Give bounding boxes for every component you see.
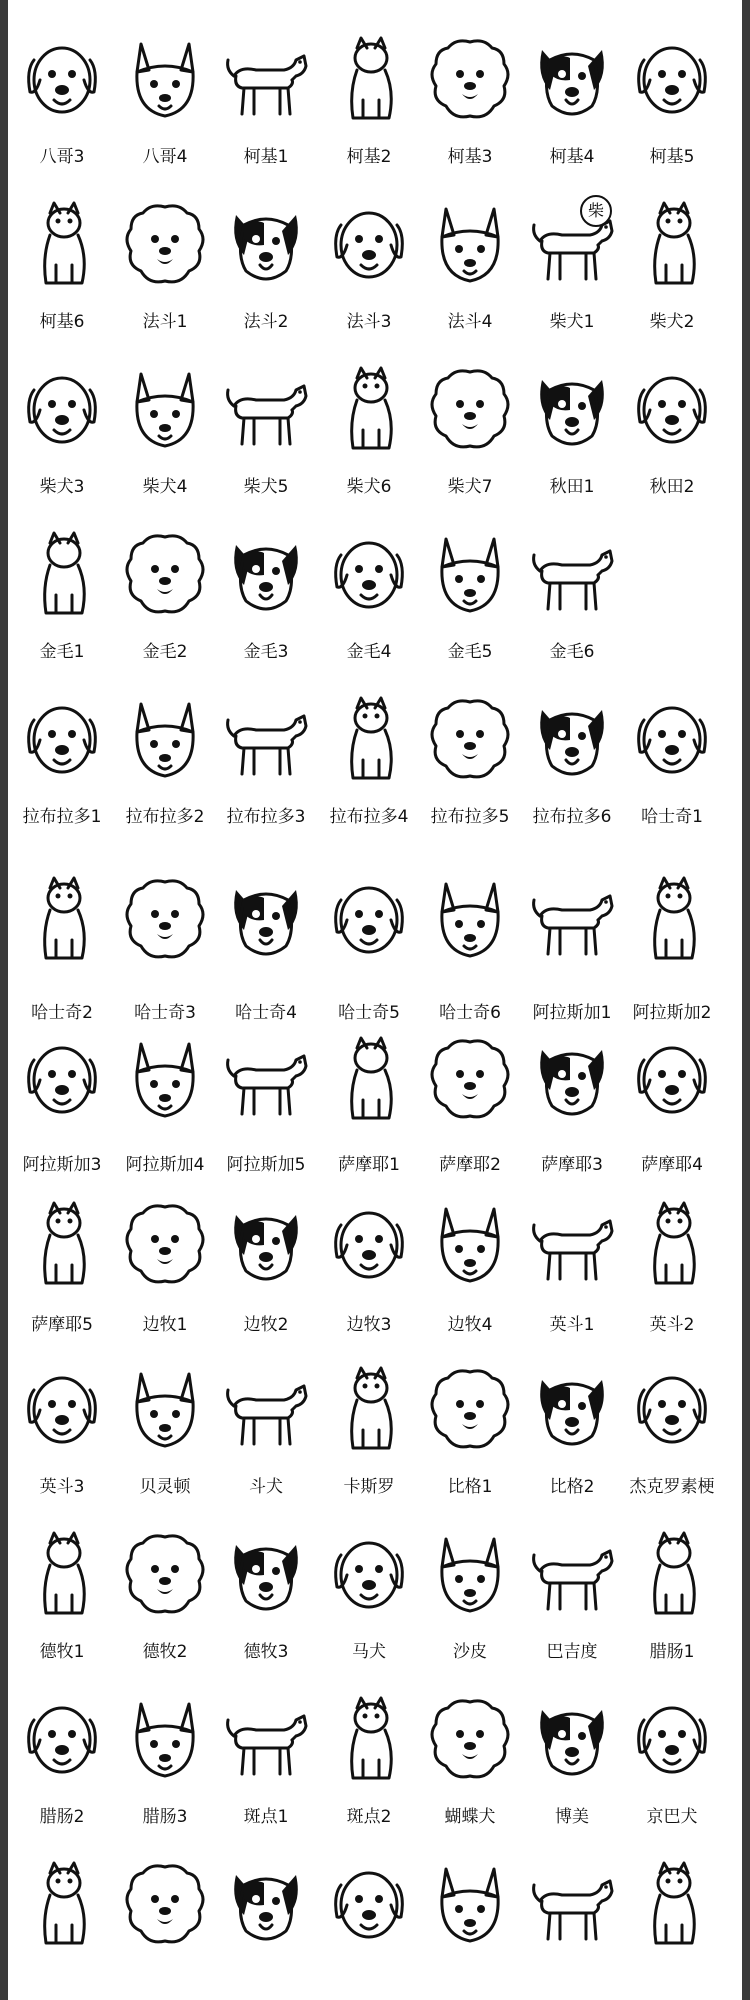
dog-card <box>216 870 316 1023</box>
dog-illustration-icon <box>626 30 718 130</box>
dog-breed-label: 比格1 <box>447 1477 493 1497</box>
dog-illustration-icon <box>626 1195 718 1295</box>
dog-card <box>420 360 520 497</box>
dog-card <box>115 195 215 332</box>
dog-illustration-icon <box>16 525 108 625</box>
dog-breed-label: 八哥3 <box>39 147 85 167</box>
dog-illustration-icon <box>424 1030 516 1130</box>
dog-breed-label: 斑点1 <box>243 1807 289 1827</box>
dog-illustration-icon <box>16 360 108 460</box>
dog-card <box>522 870 622 1023</box>
dog-breed-label: 沙皮 <box>453 1642 487 1662</box>
dog-illustration-icon <box>526 1030 618 1130</box>
dog-card <box>420 195 520 332</box>
dog-illustration-icon <box>16 195 108 295</box>
dog-breed-label: 阿拉斯加3 <box>22 1155 102 1175</box>
dog-breed-label: 贝灵顿 <box>139 1477 191 1497</box>
dog-illustration-icon <box>119 1525 211 1625</box>
dog-card <box>522 360 622 497</box>
dog-card <box>216 525 316 662</box>
dog-card <box>522 30 622 167</box>
dog-breed-label: 秋田2 <box>649 477 695 497</box>
dog-illustration-icon <box>220 360 312 460</box>
dog-card <box>12 690 112 827</box>
dog-breed-label: 柴犬4 <box>142 477 188 497</box>
dog-card <box>319 690 419 827</box>
dog-illustration-icon <box>220 690 312 790</box>
dog-illustration-icon <box>526 525 618 625</box>
dog-breed-label: 萨摩耶1 <box>338 1155 400 1175</box>
dog-breed-label: 柯基6 <box>39 312 85 332</box>
dog-illustration-icon <box>526 30 618 130</box>
dog-breed-label: 拉布拉多4 <box>329 807 409 827</box>
dog-illustration-icon <box>323 525 415 625</box>
dog-card <box>622 690 722 827</box>
dog-illustration-icon <box>424 525 516 625</box>
dog-card <box>12 1360 112 1497</box>
dog-breed-label: 边牧4 <box>447 1315 493 1335</box>
dog-breed-label: 金毛2 <box>142 642 188 662</box>
dog-card <box>115 30 215 167</box>
dog-card <box>319 1030 419 1175</box>
sticker-badge: 柴 <box>580 195 612 227</box>
dog-illustration-icon <box>119 870 211 970</box>
dog-card <box>319 1195 419 1335</box>
dog-illustration-icon <box>220 1855 312 1955</box>
dog-illustration-icon <box>323 1690 415 1790</box>
dog-card <box>622 1855 722 1955</box>
dog-illustration-icon <box>323 1195 415 1295</box>
dog-card <box>12 1690 112 1827</box>
dog-breed-label: 金毛5 <box>447 642 493 662</box>
dog-breed-label: 法斗3 <box>346 312 392 332</box>
dog-breed-label: 腊肠2 <box>39 1807 85 1827</box>
dog-illustration-icon <box>323 870 415 970</box>
dog-card <box>216 1525 316 1662</box>
dog-card <box>420 870 520 1023</box>
dog-illustration-icon <box>220 1525 312 1625</box>
dog-illustration-icon <box>626 195 718 295</box>
dog-card <box>216 360 316 497</box>
dog-illustration-icon <box>323 30 415 130</box>
dog-illustration-icon <box>424 1195 516 1295</box>
dog-illustration-icon <box>119 1030 211 1130</box>
dog-breed-label: 金毛3 <box>243 642 289 662</box>
dog-illustration-icon <box>220 1195 312 1295</box>
dog-illustration-icon <box>323 1360 415 1460</box>
dog-card <box>420 1525 520 1662</box>
dog-illustration-icon <box>323 1855 415 1955</box>
dog-card <box>319 1360 419 1497</box>
dog-breed-label: 边牧2 <box>243 1315 289 1335</box>
dog-breed-label: 哈士奇4 <box>235 1003 297 1023</box>
dog-card <box>115 525 215 662</box>
dog-illustration-icon <box>220 1690 312 1790</box>
dog-card <box>115 1690 215 1827</box>
dog-breed-label: 哈士奇6 <box>439 1003 501 1023</box>
dog-breed-label: 京巴犬 <box>646 1807 698 1827</box>
dog-card <box>319 1855 419 1955</box>
dog-illustration-icon <box>16 1690 108 1790</box>
dog-breed-label: 卡斯罗 <box>343 1477 395 1497</box>
dog-illustration-icon <box>16 870 108 970</box>
dog-breed-label: 比格2 <box>549 1477 595 1497</box>
dog-card <box>115 1855 215 1955</box>
dog-breed-label: 腊肠1 <box>649 1642 695 1662</box>
dog-card <box>420 30 520 167</box>
dog-illustration-icon <box>424 1525 516 1625</box>
dog-illustration-icon <box>220 30 312 130</box>
dog-breed-label: 英斗1 <box>549 1315 595 1335</box>
dog-illustration-icon <box>424 1855 516 1955</box>
dog-breed-label: 德牧3 <box>243 1642 289 1662</box>
dog-illustration-icon <box>119 1690 211 1790</box>
dog-breed-label: 斑点2 <box>346 1807 392 1827</box>
dog-illustration-icon <box>526 360 618 460</box>
dog-card <box>622 195 722 332</box>
dog-illustration-icon <box>626 690 718 790</box>
dog-card <box>12 1855 112 1955</box>
dog-card <box>12 1030 112 1175</box>
dog-breed-label: 萨摩耶5 <box>31 1315 93 1335</box>
dog-card <box>420 1690 520 1827</box>
dog-card <box>420 1195 520 1335</box>
dog-breed-label: 萨摩耶2 <box>439 1155 501 1175</box>
dog-card <box>522 1360 622 1497</box>
dog-card <box>216 1690 316 1827</box>
dog-card <box>12 870 112 1023</box>
dog-card <box>216 1855 316 1955</box>
dog-card <box>622 1360 722 1497</box>
dog-card <box>319 30 419 167</box>
dog-illustration-icon <box>119 1855 211 1955</box>
dog-card <box>622 1030 722 1175</box>
dog-breed-label: 阿拉斯加5 <box>226 1155 306 1175</box>
dog-breed-label: 斗犬 <box>249 1477 283 1497</box>
dog-illustration-icon <box>16 1030 108 1130</box>
dog-illustration-icon <box>526 1360 618 1460</box>
dog-breed-label: 金毛4 <box>346 642 392 662</box>
dog-illustration-icon <box>119 195 211 295</box>
dog-breed-label: 法斗4 <box>447 312 493 332</box>
dog-breed-label: 哈士奇5 <box>338 1003 400 1023</box>
dog-card <box>115 360 215 497</box>
dog-illustration-icon <box>424 195 516 295</box>
dog-card <box>216 30 316 167</box>
dog-card <box>622 1690 722 1827</box>
dog-card <box>115 690 215 827</box>
dog-breed-label: 柴犬6 <box>346 477 392 497</box>
dog-illustration-icon <box>424 870 516 970</box>
dog-illustration-icon <box>119 1360 211 1460</box>
dog-illustration-icon <box>323 360 415 460</box>
dog-illustration-icon <box>424 30 516 130</box>
dog-card <box>420 525 520 662</box>
dog-illustration-icon <box>16 1360 108 1460</box>
dog-illustration-icon <box>16 1195 108 1295</box>
dog-breed-label: 秋田1 <box>549 477 595 497</box>
dog-breed-label: 杰克罗素梗 <box>629 1477 715 1497</box>
dog-card <box>216 690 316 827</box>
dog-illustration-icon <box>220 870 312 970</box>
dog-card <box>622 30 722 167</box>
dog-breed-label: 柯基2 <box>346 147 392 167</box>
dog-card <box>319 1525 419 1662</box>
dog-breed-label: 马犬 <box>352 1642 386 1662</box>
dog-card <box>420 690 520 827</box>
dog-breed-label: 柯基3 <box>447 147 493 167</box>
dog-breed-label: 德牧2 <box>142 1642 188 1662</box>
dog-breed-label: 拉布拉多2 <box>125 807 205 827</box>
dog-card <box>420 1360 520 1497</box>
dog-card <box>522 1195 622 1335</box>
dog-breed-label: 柴犬5 <box>243 477 289 497</box>
dog-card <box>420 1855 520 1955</box>
dog-breed-label: 法斗2 <box>243 312 289 332</box>
dog-breed-label: 柯基1 <box>243 147 289 167</box>
dog-illustration-icon <box>119 690 211 790</box>
dog-illustration-icon <box>119 30 211 130</box>
dog-illustration-icon <box>424 360 516 460</box>
dog-illustration-icon <box>626 1855 718 1955</box>
dog-card <box>522 525 622 662</box>
dog-breed-label: 阿拉斯加2 <box>632 1003 712 1023</box>
dog-illustration-icon <box>323 1030 415 1130</box>
dog-card <box>522 1525 622 1662</box>
dog-card <box>622 1195 722 1335</box>
dog-breed-label: 边牧3 <box>346 1315 392 1335</box>
dog-illustration-icon <box>626 1690 718 1790</box>
dog-illustration-icon <box>16 1855 108 1955</box>
dog-card <box>319 525 419 662</box>
dog-card <box>319 870 419 1023</box>
dog-illustration-icon <box>119 1195 211 1295</box>
dog-breed-label: 英斗3 <box>39 1477 85 1497</box>
dog-card <box>622 1525 722 1662</box>
dog-illustration-icon <box>119 360 211 460</box>
dog-illustration-icon <box>323 195 415 295</box>
dog-illustration-icon <box>220 1030 312 1130</box>
dog-card <box>522 690 622 827</box>
dog-illustration-icon <box>16 30 108 130</box>
dog-illustration-icon <box>526 1195 618 1295</box>
dog-illustration-icon <box>626 1030 718 1130</box>
dog-breed-label: 拉布拉多3 <box>226 807 306 827</box>
dog-card <box>115 1030 215 1175</box>
dog-breed-label: 八哥4 <box>142 147 188 167</box>
dog-breed-label: 法斗1 <box>142 312 188 332</box>
dog-illustration-icon <box>526 870 618 970</box>
dog-illustration-icon <box>626 360 718 460</box>
dog-card <box>522 1030 622 1175</box>
dog-breed-label: 巴吉度 <box>546 1642 598 1662</box>
dog-illustration-icon <box>323 1525 415 1625</box>
dog-breed-label: 英斗2 <box>649 1315 695 1335</box>
dog-breed-label: 拉布拉多5 <box>430 807 510 827</box>
dog-illustration-icon <box>424 690 516 790</box>
dog-illustration-icon <box>626 1525 718 1625</box>
dog-breed-label: 金毛1 <box>39 642 85 662</box>
dog-breed-label: 柯基5 <box>649 147 695 167</box>
dog-illustration-icon <box>626 870 718 970</box>
dog-illustration-icon <box>424 1690 516 1790</box>
dog-illustration-icon <box>119 525 211 625</box>
dog-illustration-icon <box>220 195 312 295</box>
dog-illustration-icon <box>526 1690 618 1790</box>
dog-illustration-icon <box>220 525 312 625</box>
dog-card <box>522 195 622 332</box>
dog-breed-label: 哈士奇3 <box>134 1003 196 1023</box>
dog-card <box>115 1525 215 1662</box>
dog-card <box>319 195 419 332</box>
dog-breed-label: 柴犬1 <box>549 312 595 332</box>
dog-card <box>12 525 112 662</box>
dog-card <box>420 1030 520 1175</box>
dog-card <box>12 1195 112 1335</box>
dog-breed-label: 腊肠3 <box>142 1807 188 1827</box>
dog-card <box>216 1030 316 1175</box>
dog-breed-label: 萨摩耶3 <box>541 1155 603 1175</box>
dog-illustration-icon <box>626 1360 718 1460</box>
dog-card <box>115 1195 215 1335</box>
dog-card <box>216 195 316 332</box>
dog-breed-label: 阿拉斯加1 <box>532 1003 612 1023</box>
dog-card <box>319 1690 419 1827</box>
dog-breed-label: 金毛6 <box>549 642 595 662</box>
dog-illustration-icon <box>16 690 108 790</box>
dog-breed-label: 柴犬7 <box>447 477 493 497</box>
dog-breed-label: 阿拉斯加4 <box>125 1155 205 1175</box>
dog-card <box>115 870 215 1023</box>
dog-breed-label: 蝴蝶犬 <box>444 1807 496 1827</box>
dog-card <box>12 1525 112 1662</box>
dog-breed-label: 哈士奇2 <box>31 1003 93 1023</box>
dog-card <box>622 360 722 497</box>
dog-card <box>522 1690 622 1827</box>
dog-card <box>522 1855 622 1955</box>
dog-card <box>115 1360 215 1497</box>
dog-sticker-catalog <box>8 0 742 2000</box>
dog-breed-label: 柴犬3 <box>39 477 85 497</box>
dog-illustration-icon <box>526 1525 618 1625</box>
dog-breed-label: 德牧1 <box>39 1642 85 1662</box>
dog-illustration-icon <box>220 1360 312 1460</box>
dog-card <box>12 360 112 497</box>
dog-card <box>216 1360 316 1497</box>
dog-breed-label: 柴犬2 <box>649 312 695 332</box>
dog-breed-label: 拉布拉多6 <box>532 807 612 827</box>
dog-illustration-icon <box>526 1855 618 1955</box>
dog-illustration-icon <box>323 690 415 790</box>
dog-illustration-icon <box>16 1525 108 1625</box>
dog-card <box>622 870 722 1023</box>
dog-breed-label: 萨摩耶4 <box>641 1155 703 1175</box>
dog-breed-label: 柯基4 <box>549 147 595 167</box>
dog-card <box>12 195 112 332</box>
dog-breed-label: 边牧1 <box>142 1315 188 1335</box>
dog-card <box>216 1195 316 1335</box>
dog-breed-label: 拉布拉多1 <box>22 807 102 827</box>
dog-breed-label: 哈士奇1 <box>641 807 703 827</box>
dog-breed-label: 博美 <box>555 1807 589 1827</box>
dog-illustration-icon <box>526 690 618 790</box>
dog-card <box>319 360 419 497</box>
dog-card <box>12 30 112 167</box>
dog-illustration-icon <box>424 1360 516 1460</box>
